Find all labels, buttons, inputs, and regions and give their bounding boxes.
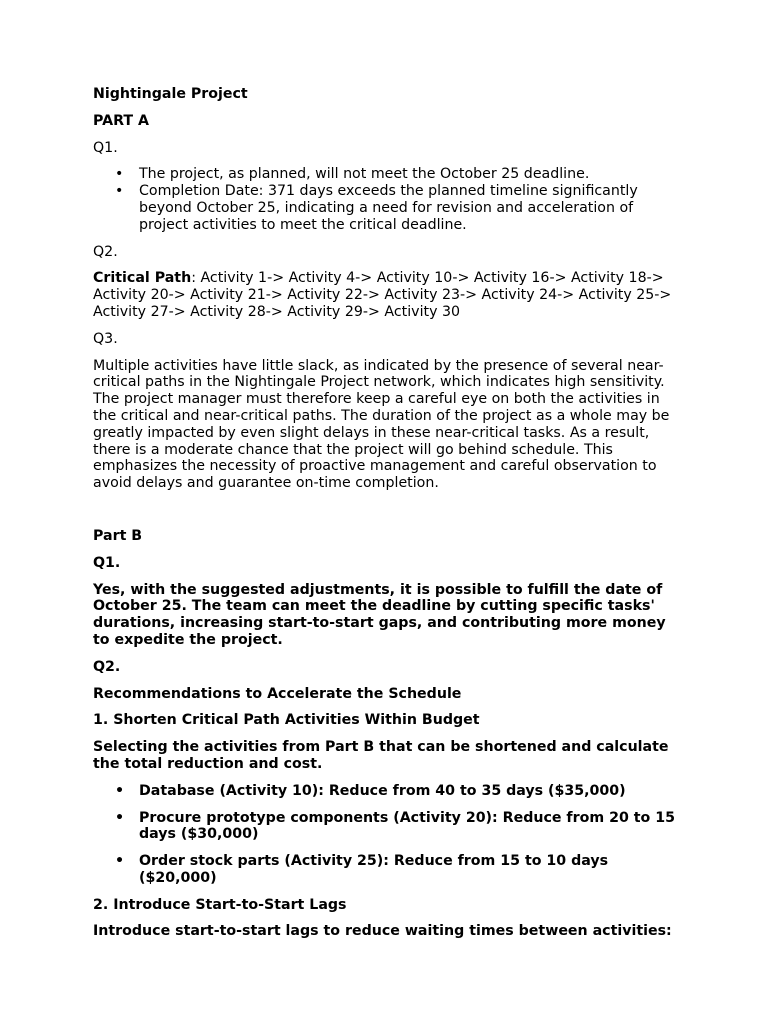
section-1-intro: Selecting the activities from Part B that can be shortened and calculate the total reduction and cost. [93, 739, 669, 772]
list-item: • Database (Activity 10): Reduce from 40 to 35 days ($35,000) [139, 783, 683, 800]
part-a-heading: PART A [93, 112, 149, 129]
recommendations-heading: Recommendations to Accelerate the Schedule [93, 685, 462, 702]
part-a-q1-list [93, 166, 683, 233]
list-item: • Order stock parts (Activity 25): Reduce from 15 to 10 days ($20,000) [139, 853, 683, 887]
critical-path-label: Critical Path [93, 270, 192, 287]
part-b-q1-label: Q1. [93, 554, 121, 571]
critical-path-text: : Activity 1-> Activity 4-> Activity 10-> Activity 16-> Activity 18-> Activity 20-> Activity 21-> Activity 22-> Activity 23-> Activity 24-> Activity 25-> Activity 27-> Activity 28-> Activity 29-> Activity 30 [93, 270, 672, 320]
section-2-heading: 2. Introduce Start-to-Start Lags [93, 896, 347, 913]
section-1-list [93, 783, 683, 887]
section-1-heading: 1. Shorten Critical Path Activities Within Budget [93, 712, 480, 729]
part-b-q1-text: Yes, with the suggested adjustments, it is possible to fulfill the date of October 25. The team can meet the deadline by cutting specific tasks' durations, increasing start-to-start gaps, and contributing more money to expedite the project. [93, 581, 666, 648]
section-spacer [93, 502, 683, 528]
list-item: • The project, as planned, will not meet the October 25 deadline. [139, 166, 683, 183]
part-a-q2-label: Q2. [93, 243, 118, 260]
list-item: • Completion Date: 371 days exceeds the planned timeline significantly beyond October 25, indicating a need for revision and acceleration of project activities to meet the critical deadline. [139, 183, 683, 233]
list-item: • Procure prototype components (Activity 20): Reduce from 20 to 15 days ($30,000) [139, 810, 683, 844]
part-a-q1-label: Q1. [93, 139, 118, 156]
section-2-intro: Introduce start-to-start lags to reduce waiting times between activities: [93, 923, 672, 940]
part-b-q2-label: Q2. [93, 658, 121, 675]
document-page [93, 86, 683, 950]
critical-path-paragraph [93, 270, 683, 320]
part-b-heading: Part B [93, 527, 143, 544]
part-a-q3-label: Q3. [93, 330, 118, 347]
part-a-q3-text: Multiple activities have little slack, as indicated by the presence of several near-critical paths in the Nightingale Project network, which indicates high sensitivity. The project manager must therefore keep a careful eye on both the activities in the critical and near-critical paths. The duration of the project as a whole may be greatly impacted by even slight delays in these near-critical tasks. As a result, there is a moderate chance that the project will go behind schedule. This emphasizes the necessity of proactive management and careful observation to avoid delays and guarantee on-time completion. [93, 357, 670, 492]
document-title: Nightingale Project [93, 86, 248, 102]
